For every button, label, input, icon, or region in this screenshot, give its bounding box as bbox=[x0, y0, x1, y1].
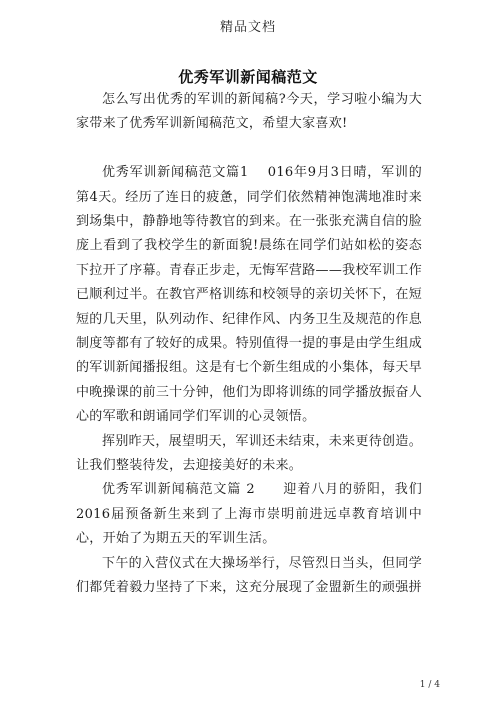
document-title: 优秀军训新闻稿范文 bbox=[178, 68, 318, 86]
article-1-paragraph: 优秀军训新闻稿范文篇1 016年9月3日晴，军训的第4天。经历了连日的疲惫，同学们依然精神饱满地准时来到场集中，静静地等待教官的到来。在一张张充满自信的脸庞上看到了我校学生的新面貌!晨练在同学们站如松的姿态下拉开了序幕。青春正步走，无悔军营路——我校军训工作已顺利过半。在教官严格训练和校领导的亲切关怀下，在短短的几天里，队列动作、纪律作风、内务卫生及规范的作息制度等都有了较好的成果。特别值得一提的事是由学生组成的军训新闻播报组。这是有七个新生组成的小集体，每天早中晚操课的前三十分钟，他们为即将训练的同学播放振奋人心的军歌和朗诵同学们军训的心灵领悟。 bbox=[76, 165, 422, 425]
page-header: 精品文档 bbox=[219, 20, 276, 35]
article-2-body-paragraph: 下午的入营仪式在大操场举行，尽管烈日当头，但同学们都凭着毅力坚持了下来，这充分展现了金盟新生的顽强拼 bbox=[76, 555, 422, 596]
intro-paragraph: 怎么写出优秀的军训的新闻稿?今天，学习啦小编为大家带来了优秀军训新闻稿范文，希望大家喜欢! bbox=[76, 92, 422, 132]
article-2-paragraph: 优秀军训新闻稿范文篇 2 迎着八月的骄阳，我们2016届预备新生来到了上海市崇明前进远卓教育培训中心，开始了为期五天的军训生活。 bbox=[76, 482, 422, 547]
page-number: 1 / 4 bbox=[419, 680, 440, 690]
article-1-closing-paragraph: 挥别昨天，展望明天，军训还未结束，未来更待创造。让我们整装待发，去迎接美好的未来。 bbox=[76, 433, 422, 474]
blank-line bbox=[76, 137, 422, 161]
document-body bbox=[76, 88, 422, 601]
